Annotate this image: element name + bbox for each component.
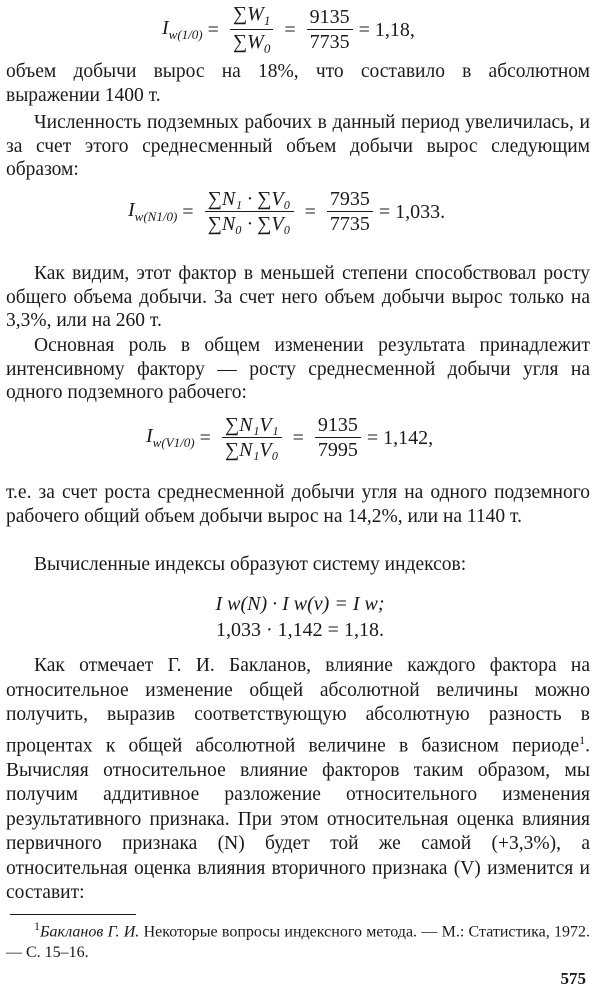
formula-result: = 1,18, [358,18,415,41]
footnote-author: Бакланов Г. И. [40,923,140,941]
formula-fraction-symbolic: $\frac{\text{∑N₁V₁}}{\text{∑N₁V₀}}$ [222,415,282,460]
formula-lhs: $I_{w(1/0)}$ [162,17,203,42]
footnote-reference: 1 [579,732,586,747]
footnote [6,916,590,963]
formula-fraction-symbolic: $\frac{\sum W_1}{\sum W_0}$ [230,4,273,55]
formula-index-n: $I_{w(N1/0)}$ = $\frac{\text{∑N₁ · ∑V₀}}{\text{∑N₀ · ∑V₀}}$ = $\frac{7935}{7735}$ = 1,033. [128,188,446,235]
paragraph-1: объем добычи вырос на 18%, что составило в абсолютном выражении 1400 т. [6,61,590,106]
paragraph-5: т.е. за счет роста среднесменной добычи угля на одного подземного рабочего общий объем добычи вырос на 14,2%, или на 1140 т. [6,482,590,527]
index-system-line-2: 1,033 · 1,142 = 1,18. [216,619,384,641]
paragraph-4: Основная роль в общем изменении результата принадлежит интенсивному фактору — росту среднесменной добычи угля на одного подземного рабочего: [6,335,590,403]
paragraph-2: Численность подземных рабочих в данный период увеличилась, и за счет этого среднесменный объем добычи вырос следующим образом: [6,112,590,180]
paragraph-6: Вычисленные индексы образуют систему индексов: [34,554,467,575]
formula-fraction-numeric: $\frac{9135}{7735}$ [307,7,353,52]
footnote-text: Некоторые вопросы индексного метода. — М.: Статистика, 1972. — С. 15–16. [6,923,590,962]
formula-result: = 1,033. [378,200,446,223]
formula-fraction-numeric: $\frac{7935}{7735}$ [327,189,373,234]
page-number: 575 [560,969,586,988]
formula-index-w: $I_{w(1/0)}$ = $\frac{\sum W_1}{\sum W_0}$ = $\frac{9135}{7735}$ = 1,18, [162,3,415,56]
formula-lhs: $I_{w(V1/0)}$ [146,425,195,450]
formula-lhs: $I_{w(N1/0)}$ [128,199,178,224]
paragraph-3: Как видим, этот фактор в меньшей степени способствовал росту общего объема добычи. За счет него объем добычи вырос только на 3,3%, или на 260 т. [6,263,590,331]
formula-result: = 1,142, [366,426,434,449]
formula-fraction-numeric: $\frac{9135}{7995}$ [315,415,361,460]
paragraph-7: Как отмечает Г. И. Бакланов, влияние каждого фактора на относительное изменение общей абсолютной величины можно получить, выразив соответствующую абсолютную разность в процентах к общей абсолютной величине в базисном периоде$^1$. Вычисляя относительное влияние факторов таким образом, мы получим аддитивное разложение относительного изменения результативного признака. При этом относительная оценка влияния первичного признака (N) будет той же самой (+3,3%), а относительная оценка влияния вторичного признака (V) изменится и составит: [6,655,590,903]
footnote-mark: 1 [34,919,40,933]
formula-fraction-symbolic: $\frac{\text{∑N₁ · ∑V₀}}{\text{∑N₀ · ∑V₀}}$ [205,189,294,234]
index-system-line-1: I w(N) · I w(v) = I w; [215,593,385,615]
formula-index-v: $I_{w(V1/0)}$ = $\frac{\text{∑N₁V₁}}{\text{∑N₁V₀}}$ = $\frac{9135}{7995}$ = 1,142, [146,414,434,461]
